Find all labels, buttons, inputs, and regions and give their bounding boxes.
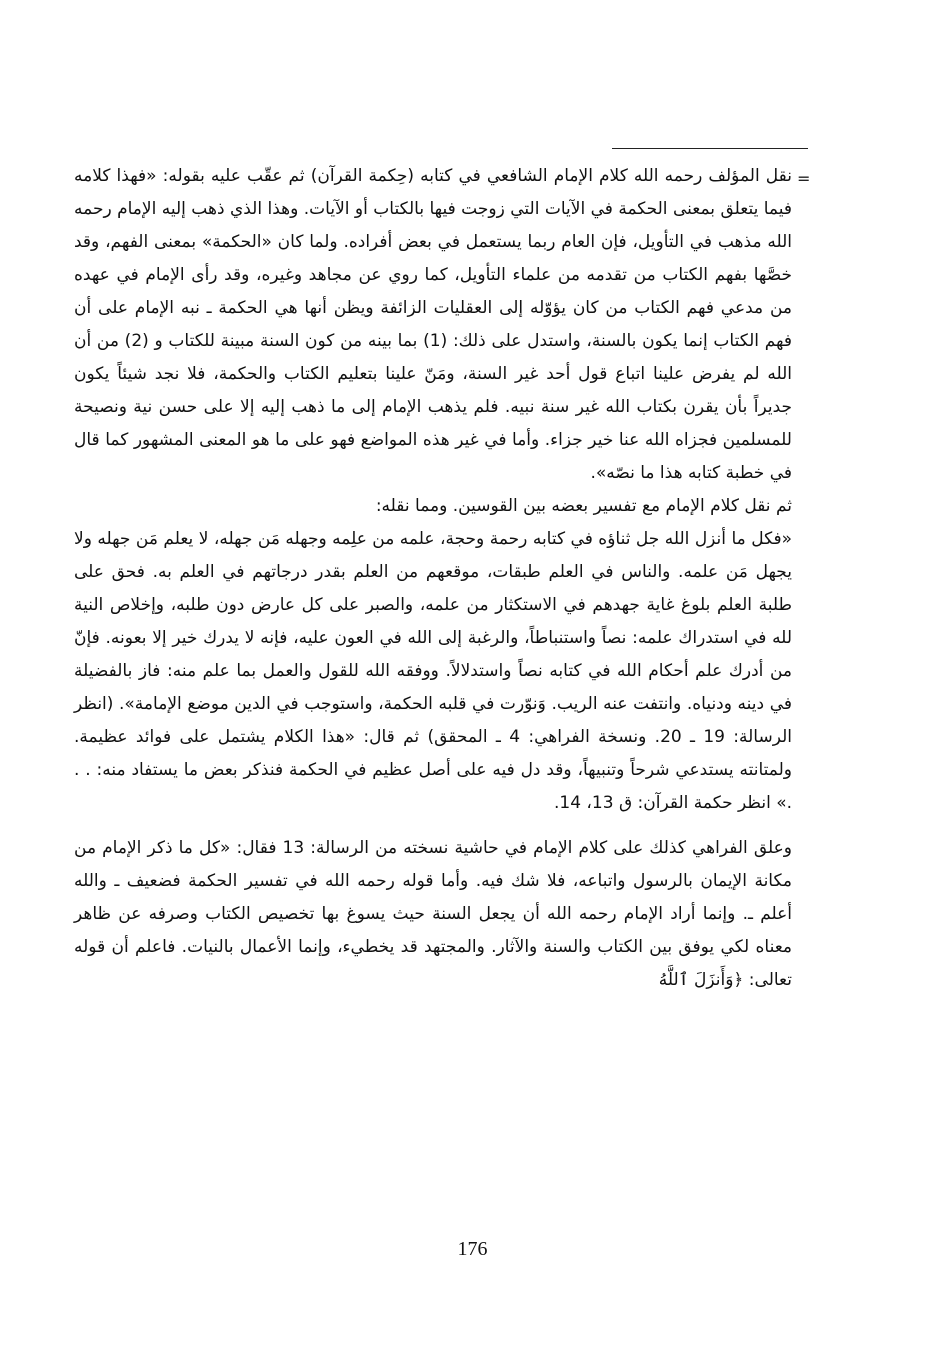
paragraph-author-commentary: نقل المؤلف رحمه الله كلام الإمام الشافعي في كتابه (حِكمة القرآن) ثم عقّب عليه بقوله: «فهذا كلامه فيما يتعلق بمعنى الحكمة في الآيات التي زوجت فيها بالكتاب أو الآيات. وهذا الذي ذهب إليه الإمام رحمه الله مذهب في التأويل، فإن العام ربما يستعمل في بعض أفراده. ولما كان «الحكمة» بمعنى الفهم، وقد خصَّها بفهم الكتاب من تقدمه من علماء التأويل، كما روي عن مجاهد وغيره، وقد رأى الإمام في عهده من مدعي فهم الكتاب من كان يؤوّله إلى العقليات الزائفة ويظن أنها هي الحكمة ـ نبه الإمام على أن فهم الكتاب إنما يكون بالسنة، واستدل على ذلك: (1) بما بينه من كون السنة مبينة للكتاب و (2) من أن الله لم يفرض علينا اتباع قول أحد غير السنة، ومَنّ علينا بتعليم الكتاب والحكمة، فلا نجد شيئاً يكون جديراً بأن يقرن بكتاب الله غير سنة نبيه. فلم يذهب الإمام إلى ما ذهب إليه إلا على حسن نية ونصيحة للمسلمين فجزاه الله عنا خير جزاء. وأما في غير هذه المواضع فهو على ما هو المعنى المشهور كما قال في خطبة كتابه هذا ما نصّه». — [74, 166, 792, 483]
paragraph-shafii-quote: «فكل ما أنزل الله جل ثناؤه في كتابه رحمة وحجة، علمه من علِمه وجهله مَن جهله، لا يعلم مَن جهله ولا يجهل مَن علمه. والناس في العلم طبقات، موقعهم من العلم بقدر درجاتهم في العلم به. فحق على طلبة العلم بلوغ غاية جهدهم في الاستكثار من علمه، والصبر على كل عارض دون طلبه، وإخلاص النية لله في استدراك علمه: نصاً واستنباطاً، والرغبة إلى الله في العون عليه، فإنه لا يدرك خير إلا بعونه. فإنّ من أدرك علم أحكام الله في كتابه نصاً واستدلالاً. ووفقه الله للقول والعمل بما علم منه: فاز بالفضيلة في دينه ودنياه. وانتفت عنه الريب. وَنوّرت في قلبه الحكمة، واستوجب في الدين موضع الإمامة». (انظر الرسالة: 19 ـ 20. ونسخة الفراهي: 4 ـ المحقق) ثم قال: «هذا الكلام يشتمل على فوائد عظيمة. ولمتانته يستدعي شرحاً وتنبيهاً، وقد دل فيه على أصل عظيم في الحكمة فنذكر بعض ما يستفاد منه: . . .» انظر حكمة القرآن: ق 13، 14. — [74, 529, 793, 813]
page-number: 176 — [457, 1238, 488, 1260]
paragraph-farahi-margin-note: وعلق الفراهي كذلك على كلام الإمام في حاشية نسخته من الرسالة: 13 فقال: «كل ما ذكر الإمام من مكانة الإيمان بالرسول واتباعه، فلا شك فيه. وأما قوله رحمه الله في تفسير الحكمة فضعيف ـ والله أعلم ـ. وإنما أراد الإمام رحمه الله أن يجعل السنة حيث يسوغ بها تخصيص الكتاب وصرفه عن ظاهر معناه لكي يوفق بين الكتاب والسنة والآثار. والمجتهد قد يخطيء، وإنما الأعمال بالنيات. فاعلم أن قوله تعالى: ﴿وَأَنزَلَ ٱللَّهُ — [74, 838, 792, 990]
footnote-separator-rule — [612, 148, 808, 149]
footnote-continuation-mark: = — [797, 169, 811, 188]
paragraph-quote-intro: ثم نقل كلام الإمام مع تفسير بعضه بين القوسين. ومما نقله: — [375, 496, 792, 516]
footnote-text-body — [74, 160, 792, 997]
